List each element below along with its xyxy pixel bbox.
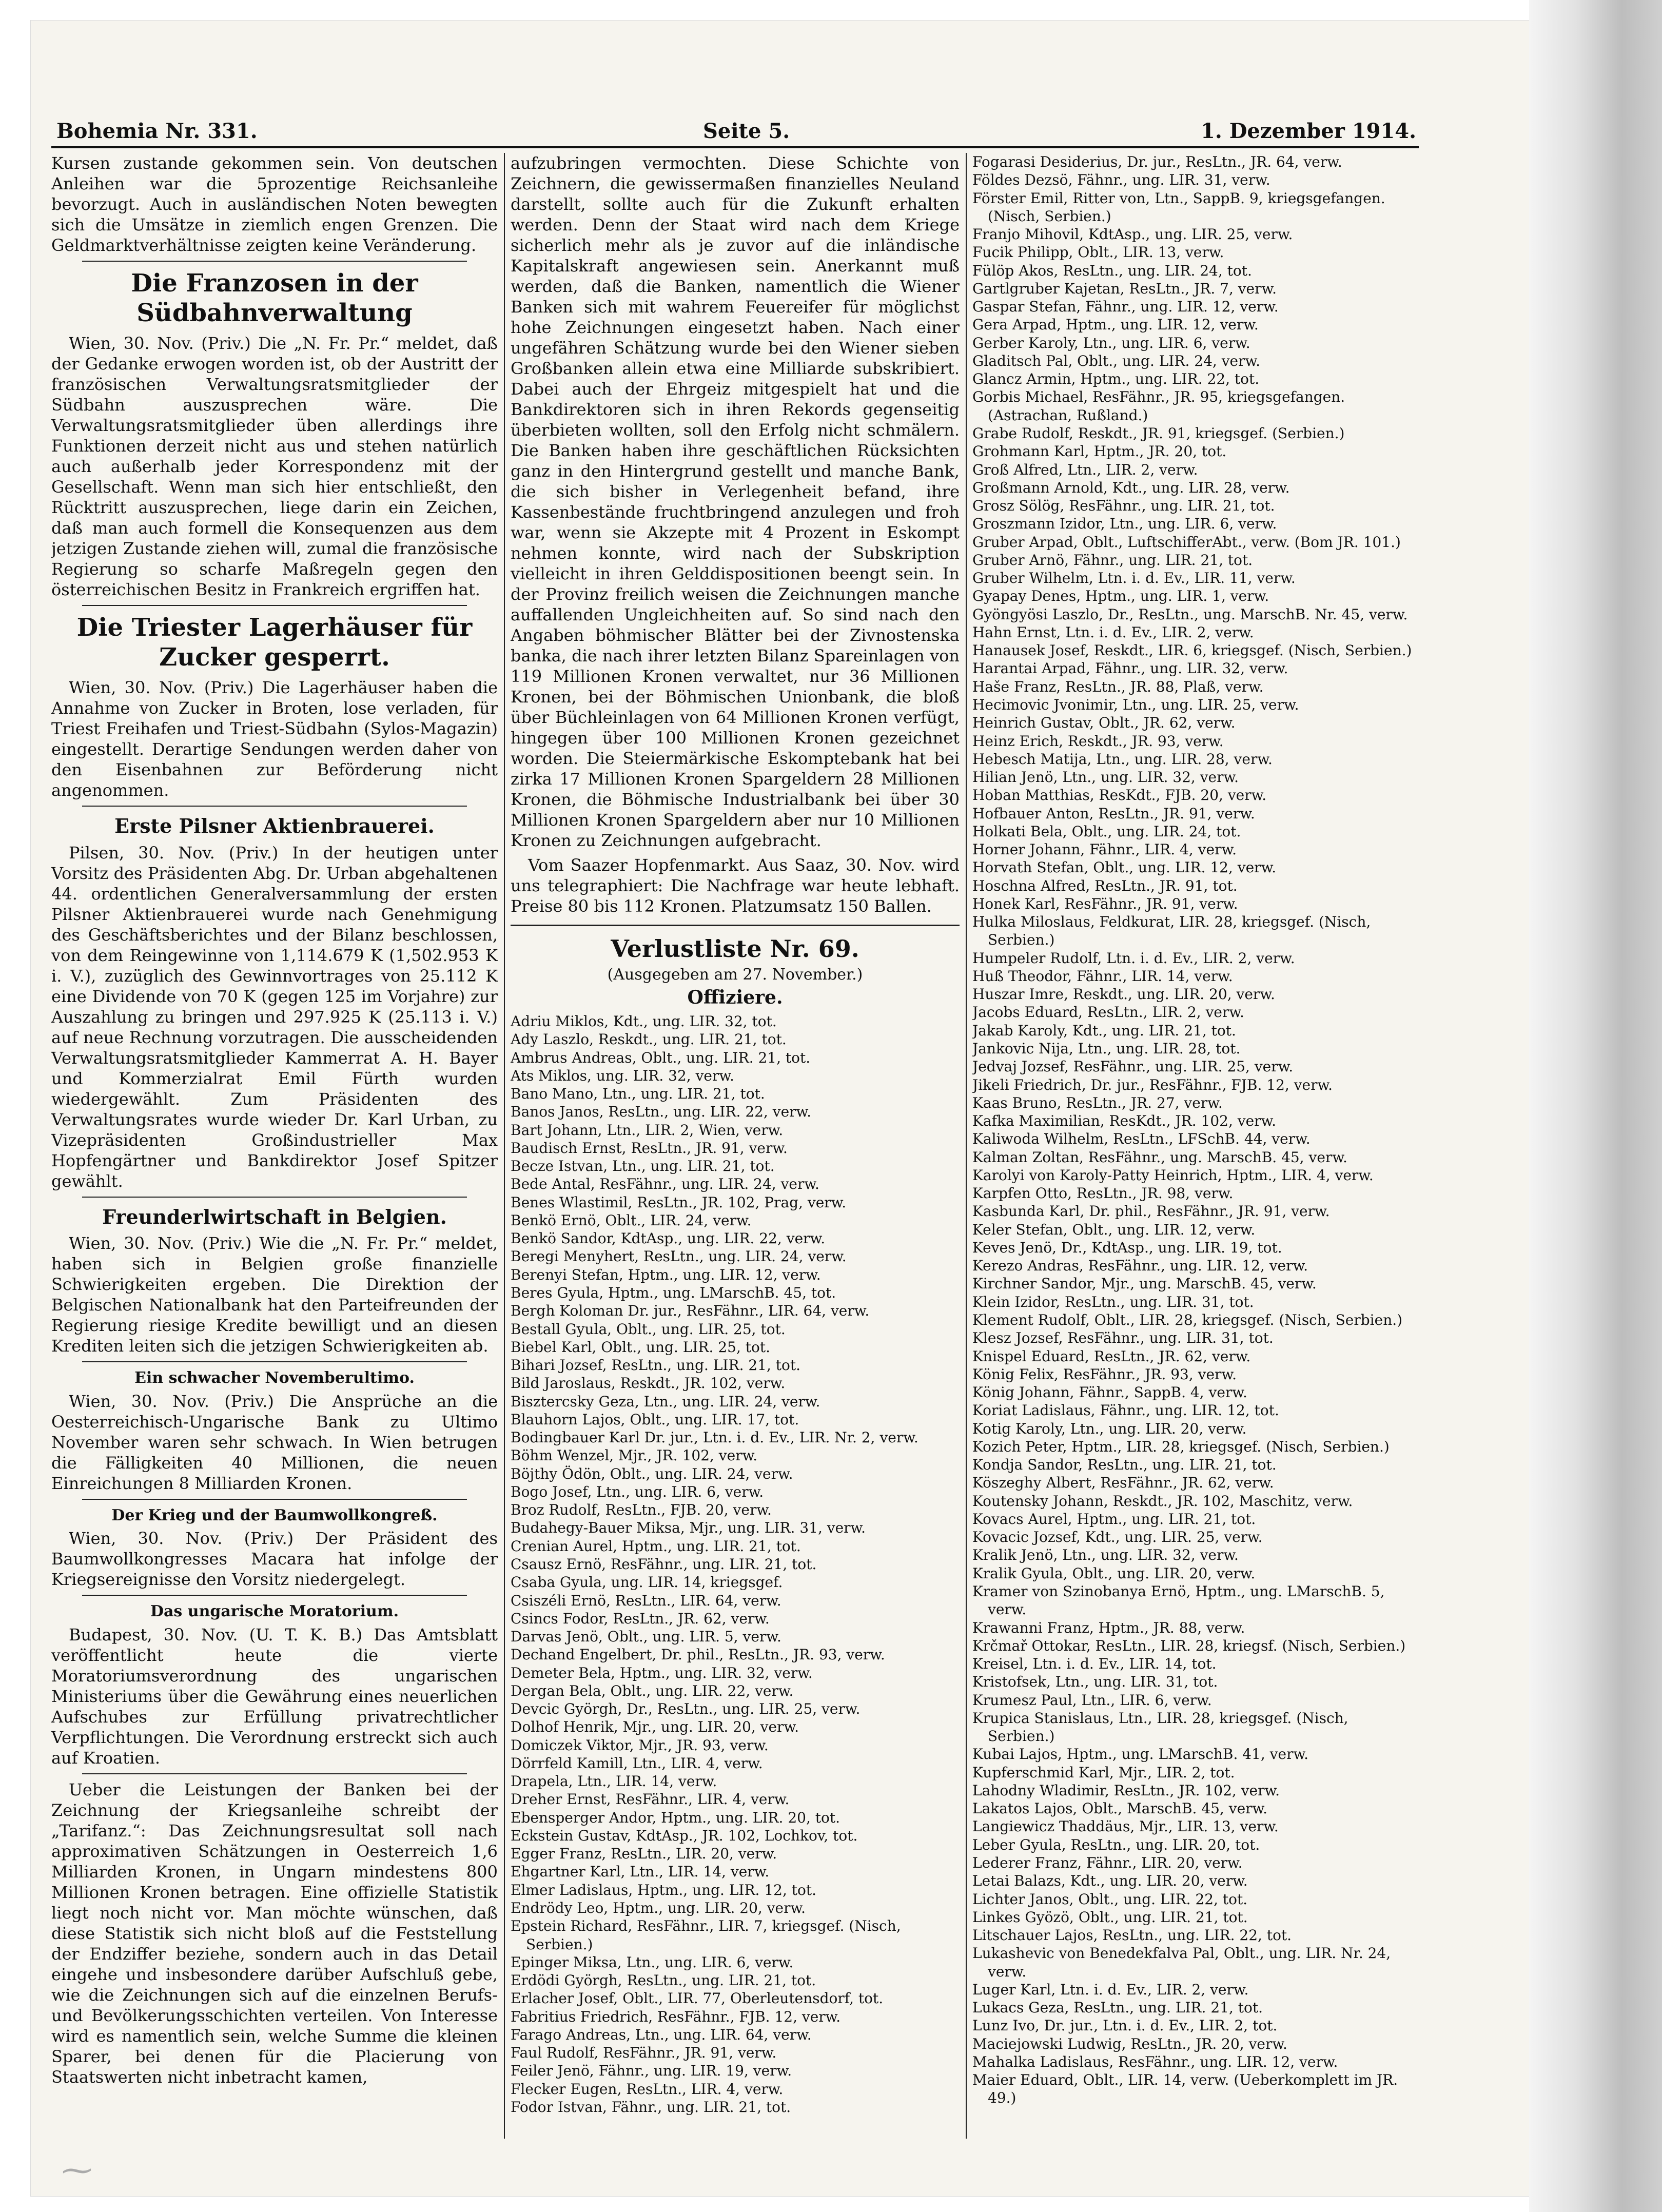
casualty-entry: Keler Stefan, Oblt., ung. LIR. 12, verw. bbox=[972, 1221, 1256, 1238]
casualty-entry: Faul Rudolf, ResFähnr., JR. 91, verw. bbox=[511, 2044, 777, 2062]
casualty-entries bbox=[972, 153, 1419, 2107]
casualty-entry: Hilian Jenö, Ltn., ung. LIR. 32, verw. bbox=[972, 769, 1239, 786]
casualty-entry: Bede Antal, ResFähnr., ung. LIR. 24, verw. bbox=[511, 1176, 819, 1193]
article-separator bbox=[82, 1773, 467, 1774]
casualty-entry: Keves Jenö, Dr., KdtAsp., ung. LIR. 19, tot. bbox=[972, 1239, 1282, 1256]
casualty-entry: Horner Johann, Fähnr., LIR. 4, verw. bbox=[972, 841, 1237, 858]
casualty-entry: Bergh Koloman Dr. jur., ResFähnr., LIR. 64, verw. bbox=[511, 1302, 870, 1320]
casualty-entry: Lunz Ivo, Dr. jur., Ltn. i. d. Ev., LIR. 2, tot. bbox=[972, 2017, 1278, 2034]
casualty-entry: Farago Andreas, Ltn., ung. LIR. 64, verw. bbox=[511, 2026, 812, 2043]
casualty-entry: Ats Miklos, ung. LIR. 32, verw. bbox=[511, 1067, 734, 1084]
casualty-entry: Holkati Bela, Oblt., ung. LIR. 24, tot. bbox=[972, 823, 1241, 840]
casualty-entry: Blauhorn Lajos, Oblt., ung. LIR. 17, tot. bbox=[511, 1411, 799, 1428]
casualty-entry: Franjo Mihovil, KdtAsp., ung. LIR. 25, verw. bbox=[972, 226, 1293, 243]
casualty-entry: Lukacs Geza, ResLtn., ung. LIR. 21, tot. bbox=[972, 1999, 1263, 2017]
casualty-entry: Gyapay Denes, Hptm., ung. LIR. 1, verw. bbox=[972, 588, 1269, 605]
casualty-entry: Heinrich Gustav, Oblt., JR. 62, verw. bbox=[972, 714, 1236, 732]
casualty-entry: Bisztercsky Geza, Ltn., ung. LIR. 24, verw. bbox=[511, 1393, 820, 1410]
casualty-entry: Humpeler Rudolf, Ltn. i. d. Ev., LIR. 2, verw. bbox=[972, 949, 1295, 967]
header-date: 1. Dezember 1914. bbox=[1201, 119, 1416, 143]
casualty-entry: Böhm Wenzel, Mjr., JR. 102, verw. bbox=[511, 1447, 758, 1464]
casualty-entry: Bihari Jozsef, ResLtn., ung. LIR. 21, tot. bbox=[511, 1357, 801, 1374]
column-3 bbox=[972, 153, 1419, 2144]
casualty-entry: Dörrfeld Kamill, Ltn., LIR. 4, verw. bbox=[511, 1754, 763, 1772]
casualty-entry: Jacobs Eduard, ResLtn., LIR. 2, verw. bbox=[972, 1004, 1244, 1021]
casualty-entry: Broz Rudolf, ResLtn., FJB. 20, verw. bbox=[511, 1501, 772, 1519]
casualty-entry: Karpfen Otto, ResLtn., JR. 98, verw. bbox=[972, 1185, 1234, 1202]
casualty-list-title: Verlustliste Nr. 69. bbox=[611, 935, 859, 963]
article-body: Wien, 30. Nov. (Priv.) Die Ansprüche an die Oesterreichisch-Ungarische Bank zu Ultimo November waren sehr schwach. In Wien betrugen die Fälligkeiten 40 Millionen, die neuen Einreichungen 8 Milliarden Kronen. bbox=[51, 1391, 498, 1493]
casualty-entry: Lukashevic von Benedekfalva Pal, Oblt., ung. LIR. Nr. 24, verw. bbox=[972, 1945, 1391, 1980]
casualty-entry: Fogarasi Desiderius, Dr. jur., ResLtn., JR. 64, verw. bbox=[972, 153, 1342, 170]
page-header bbox=[56, 118, 1416, 144]
casualty-entry: Csiszéli Ernö, ResLtn., LIR. 64, verw. bbox=[511, 1592, 781, 1609]
casualty-entry: Dolhof Henrik, Mjr., ung. LIR. 20, verw. bbox=[511, 1718, 799, 1736]
casualty-entry: Krawanni Franz, Hptm., JR. 88, verw. bbox=[972, 1619, 1245, 1636]
casualty-entry: Kaliwoda Wilhelm, ResLtn., LFSchB. 44, verw. bbox=[972, 1130, 1311, 1148]
casualty-entry: Feiler Jenö, Fähnr., ung. LIR. 19, verw. bbox=[511, 2062, 792, 2080]
casualty-entry: Domiczek Viktor, Mjr., JR. 93, verw. bbox=[511, 1736, 769, 1754]
casualty-entry: Beres Gyula, Hptm., ung. LMarschB. 45, tot. bbox=[511, 1284, 836, 1301]
article-headline: Die Franzosen in der Südbahnverwaltung bbox=[131, 269, 418, 327]
casualty-entry: Grabe Rudolf, Reskdt., JR. 91, kriegsgef. (Serbien.) bbox=[972, 424, 1345, 442]
casualty-entry: Jikeli Friedrich, Dr. jur., ResFähnr., FJB. 12, verw. bbox=[972, 1076, 1333, 1093]
casualty-entry: Bart Johann, Ltn., LIR. 2, Wien, verw. bbox=[511, 1121, 784, 1139]
casualty-entry: Bestall Gyula, Oblt., ung. LIR. 25, tot. bbox=[511, 1320, 786, 1338]
casualty-entry: Banos Janos, ResLtn., ung. LIR. 22, verw. bbox=[511, 1103, 812, 1121]
casualty-entry: Kubai Lajos, Hptm., ung. LMarschB. 41, verw. bbox=[972, 1746, 1308, 1763]
casualty-entry: Bogo Josef, Ltn., ung. LIR. 6, verw. bbox=[511, 1483, 764, 1500]
casualty-entry: Großmann Arnold, Kdt., ung. LIR. 28, verw. bbox=[972, 479, 1290, 496]
column-2 bbox=[511, 153, 960, 2144]
casualty-entry: Letai Balazs, Kdt., ung. LIR. 20, verw. bbox=[972, 1872, 1248, 1890]
casualty-entry: Grosz Sölög, ResFähnr., ung. LIR. 21, tot. bbox=[972, 497, 1275, 515]
casualty-entry: Jankovic Nija, Ltn., ung. LIR. 28, tot. bbox=[972, 1040, 1241, 1058]
casualty-entry: Mahalka Ladislaus, ResFähnr., ung. LIR. 12, verw. bbox=[972, 2053, 1338, 2070]
casualty-entry: Gartlgruber Kajetan, ResLtn., JR. 7, verw. bbox=[972, 280, 1277, 297]
column-divider bbox=[504, 153, 505, 2139]
casualty-entry: Ebensperger Andor, Hptm., ung. LIR. 20, tot. bbox=[511, 1809, 840, 1826]
casualty-entry: Eckstein Gustav, KdtAsp., JR. 102, Lochkov, tot. bbox=[511, 1827, 858, 1844]
casualty-entry: Budahegy-Bauer Miksa, Mjr., ung. LIR. 31, verw. bbox=[511, 1519, 866, 1537]
casualty-entry: Hofbauer Anton, ResLtn., JR. 91, verw. bbox=[972, 805, 1255, 822]
casualty-entry: Kasbunda Karl, Dr. phil., ResFähnr., JR. 91, verw. bbox=[972, 1203, 1330, 1220]
casualty-entry: Fucik Philipp, Oblt., LIR. 13, verw. bbox=[972, 244, 1224, 261]
casualty-entry: Kaas Bruno, ResLtn., JR. 27, verw. bbox=[972, 1094, 1223, 1111]
casualty-entry: Bodingbauer Karl Dr. jur., Ltn. i. d. Ev., LIR. Nr. 2, verw. bbox=[511, 1429, 918, 1446]
article-body: Ueber die Leistungen der Banken bei der Zeichnung der Kriegsanleihe schreibt der „Tarifanz.“: Das Zeichnungsresultat soll nach approximativen Schätzungen in Oesterreich 1,6 Milliarden Kronen, in Ungarn mindestens 800 Millionen Kronen betragen. Eine offizielle Statistik liegt noch nicht vor. Man möchte wünschen, daß diese Statistik sich nicht bloß auf die Feststellung der Endziffer beziehe, sondern auch in das Detail eingehe und insbesondere darüber Aufschluß gebe, wie die Zeichnungen sich auf die einzelnen Berufs- und Bevölkerungsschichten verteilen. Von Interesse wird es namentlich sein, welche Summe die kleinen Sparer, bei denen für die Placierung von Staatswerten nicht inbetracht kamen, bbox=[51, 1779, 498, 2087]
casualty-entry: Hecimovic Jvonimir, Ltn., ung. LIR. 25, verw. bbox=[972, 696, 1299, 713]
casualty-entry: Klement Rudolf, Oblt., LIR. 28, kriegsgef. (Nisch, Serbien.) bbox=[972, 1311, 1403, 1328]
casualty-entry: Lichter Janos, Oblt., ung. LIR. 22, tot. bbox=[972, 1890, 1248, 1908]
casualty-entry: Kristofsek, Ltn., ung. LIR. 31, tot. bbox=[972, 1673, 1218, 1691]
casualty-entry: Groß Alfred, Ltn., LIR. 2, verw. bbox=[972, 461, 1198, 478]
casualty-entry: Litschauer Lajos, ResLtn., ung. LIR. 22, tot. bbox=[972, 1927, 1292, 1944]
casualty-entry: Horvath Stefan, Oblt., ung. LIR. 12, verw. bbox=[972, 859, 1277, 876]
article-separator bbox=[82, 1197, 467, 1198]
article-separator bbox=[82, 605, 467, 606]
casualty-entry: Berenyi Stefan, Hptm., ung. LIR. 12, verw. bbox=[511, 1266, 821, 1283]
article-headline: Ein schwacher Novemberultimo. bbox=[134, 1369, 415, 1387]
casualty-entry: Kirchner Sandor, Mjr., ung. MarschB. 45, verw. bbox=[972, 1275, 1317, 1293]
article-continuation: aufzubringen vermochten. Diese Schichte von Zeichnern, die gewissermaßen finanzielles Neuland darstellt, sollte auch für die Zukunft erhalten werden. Denn der Staat wird nach dem Kriege sicherlich mehr als je zuvor auf die inländische Kapitalskraft angewiesen sein. Anerkannt muß werden, daß die Banken, namentlich die Wiener Banken sich mit wahrem Feuereifer für möglichst hohe Zeichnungen eingesetzt haben. Nach einer ungefähren Schätzung wurde bei den Wiener sieben Großbanken allein etwa eine Milliarde subskribiert. Dabei auch der Ehrgeiz mitgespielt hat und die Bankdirektoren sich in ihren Rekords gegenseitig überbieten wollten, soll den Erfolg nicht schmälern. Die Banken haben ihre geschäftlichen Rücksichten ganz in den Hintergrund gestellt und manche Bank, die sich bisher in Verlegenheit befand, ihre Kassenbestände fruchtbringend anzulegen und froh war, wenn sie Akzepte mit 4 Prozent in Eskompt nehmen konnte, wird nach der Subskription vielleicht in ihren Gelddispositionen beengt sein. In der Provinz freilich weisen die Zeichnungen manche auffallenden Ungleichheiten auf. So sind nach den Angaben böhmischer Blätter bei der Zivnostenska banka, die nach ihrer letzten Bilanz Spareinlagen von 119 Millionen Kronen verwaltet, nur 36 Millionen Kronen, bei der Böhmischen Unionbank, die bloß über Büchleinlagen von 64 Millionen Kronen verfügt, hingegen über 100 Millionen Kronen gezeichnet worden. Die Steiermärkische Eskomptebank hat bei zirka 17 Millionen Kronen Spargeldern 28 Millionen Kronen, die Böhmische Industrialbank bei über 30 Millionen Kronen Spargeldern aber nur 10 Millionen Kronen zu Zeichnungen aufgebracht. bbox=[511, 153, 960, 850]
casualty-entry: Ady Laszlo, Reskdt., ung. LIR. 21, tot. bbox=[511, 1031, 787, 1048]
casualty-entries bbox=[511, 1012, 960, 2116]
article-headline: Erste Pilsner Aktienbrauerei. bbox=[114, 814, 435, 838]
casualty-entry: Dreher Ernst, ResFähnr., LIR. 4, verw. bbox=[511, 1791, 790, 1808]
casualty-entry: Honek Karl, ResFähnr., JR. 91, verw. bbox=[972, 895, 1238, 912]
casualty-entry: Gerber Karoly, Ltn., ung. LIR. 6, verw. bbox=[972, 334, 1250, 351]
casualty-entry: Gera Arpad, Hptm., ung. LIR. 12, verw. bbox=[972, 316, 1259, 334]
article-separator bbox=[82, 1361, 467, 1362]
casualty-entry: Epstein Richard, ResFähnr., LIR. 7, kriegsgef. (Nisch, Serbien.) bbox=[511, 1917, 901, 1953]
casualty-entry: Bano Mano, Ltn., ung. LIR. 21, tot. bbox=[511, 1085, 765, 1103]
casualty-entry: Fodor Istvan, Fähnr., ung. LIR. 21, tot. bbox=[511, 2098, 791, 2116]
article-body: Budapest, 30. Nov. (U. T. K. B.) Das Amtsblatt veröffentlicht heute die vierte Moratoriumsverordnung des ungarischen Ministeriums über die Gewährung eines neuerlichen Aufschubes zur Erfüllung privatrechtlicher Verpflichtungen. Die Verordnung erstreckt sich auch auf Kroatien. bbox=[51, 1624, 498, 1768]
casualty-entry: König Felix, ResFähnr., JR. 93, verw. bbox=[972, 1365, 1237, 1383]
casualty-entry: Leber Gyula, ResLtn., ung. LIR. 20, tot. bbox=[972, 1836, 1260, 1853]
casualty-entry: Hanausek Josef, Reskdt., LIR. 6, kriegsgef. (Nisch, Serbien.) bbox=[972, 642, 1412, 659]
casualty-entry: Gorbis Michael, ResFähnr., JR. 95, kriegsgefangen. (Astrachan, Rußland.) bbox=[972, 388, 1345, 424]
handwritten-marking: ⁓ bbox=[62, 2152, 92, 2188]
casualty-entry: Grohmann Karl, Hptm., JR. 20, tot. bbox=[972, 443, 1227, 460]
casualty-entry: Maciejowski Ludwig, ResLtn., JR. 20, verw. bbox=[972, 2035, 1287, 2052]
casualty-entry: Földes Dezsö, Fähnr., ung. LIR. 31, verw. bbox=[972, 171, 1270, 189]
casualty-entry: Harantai Arpad, Fähnr., ung. LIR. 32, verw. bbox=[972, 660, 1288, 677]
casualty-entry: Beregi Menyhert, ResLtn., ung. LIR. 24, verw. bbox=[511, 1248, 847, 1265]
article-separator bbox=[82, 261, 467, 262]
casualty-entry: Kovacic Jozsef, Kdt., ung. LIR. 25, verw. bbox=[972, 1529, 1263, 1546]
casualty-entry: Gaspar Stefan, Fähnr., ung. LIR. 12, verw. bbox=[972, 298, 1279, 316]
article-body: Wien, 30. Nov. (Priv.) Wie die „N. Fr. Pr.“ meldet, haben sich in Belgien große finanzielle Schwierigkeiten ergeben. Die Direktion der Belgischen Nationalbank hat den Parteifreunden der Regierung riesige Kredite bewilligt und an diesen Krediten leiten sich die jetzigen Schwierigkeiten ab. bbox=[51, 1234, 498, 1356]
casualty-entry: Adriu Miklos, Kdt., ung. LIR. 32, tot. bbox=[511, 1013, 777, 1030]
casualty-entry: Gruber Wilhelm, Ltn. i. d. Ev., LIR. 11, verw. bbox=[972, 570, 1296, 587]
header-rule bbox=[51, 146, 1419, 148]
header-page-number: Seite 5. bbox=[703, 119, 790, 143]
casualty-entry: Hoban Matthias, ResKdt., FJB. 20, verw. bbox=[972, 787, 1267, 804]
casualty-entry: Luger Karl, Ltn. i. d. Ev., LIR. 2, verw. bbox=[972, 1981, 1249, 1998]
casualty-entry: Benkö Sandor, KdtAsp., ung. LIR. 22, verw. bbox=[511, 1230, 826, 1247]
casualty-entry: Förster Emil, Ritter von, Ltn., SappB. 9, kriegsgefangen. (Nisch, Serbien.) bbox=[972, 189, 1385, 225]
article-body: Wien, 30. Nov. (Priv.) Die Lagerhäuser haben die Annahme von Zucker in Broten, lose verladen, für Triest Freihafen und Triest-Südbahn (Sylos-Magazin) eingestellt. Derartige Sendungen werden daher von den Eisenbahnen zur Beförderung nicht angenommen. bbox=[51, 678, 498, 800]
casualty-entry: Kozich Peter, Hptm., LIR. 28, kriegsgef. (Nisch, Serbien.) bbox=[972, 1438, 1390, 1455]
casualty-entry: Jedvaj Jozsef, ResFähnr., ung. LIR. 25, verw. bbox=[972, 1058, 1294, 1075]
casualty-entry: Ehgartner Karl, Ltn., LIR. 14, verw. bbox=[511, 1863, 770, 1881]
column-divider bbox=[966, 153, 967, 2139]
casualty-entry: Dechand Engelbert, Dr. phil., ResLtn., JR. 93, verw. bbox=[511, 1646, 885, 1663]
casualty-entry: Becze Istvan, Ltn., ung. LIR. 21, tot. bbox=[511, 1158, 775, 1175]
article-separator bbox=[82, 806, 467, 807]
casualty-entry: Drapela, Ltn., LIR. 14, verw. bbox=[511, 1773, 717, 1790]
page-edge-shadow bbox=[1529, 0, 1662, 2212]
casualty-entry: Huß Theodor, Fähnr., LIR. 14, verw. bbox=[972, 967, 1233, 985]
casualty-entry: Huszar Imre, Reskdt., ung. LIR. 20, verw. bbox=[972, 986, 1275, 1003]
article-headline: Die Triester Lagerhäuser für Zucker gesperrt. bbox=[76, 613, 473, 672]
casualty-entry: Gruber Arnö, Fähnr., ung. LIR. 21, tot. bbox=[972, 551, 1253, 569]
casualty-entry: Hahn Ernst, Ltn. i. d. Ev., LIR. 2, verw. bbox=[972, 623, 1254, 641]
casualty-entry: Kralik Gyula, Oblt., ung. LIR. 20, verw. bbox=[972, 1564, 1256, 1582]
casualty-entry: Hebesch Matija, Ltn., ung. LIR. 28, verw. bbox=[972, 750, 1273, 768]
casualty-entry: Hulka Miloslaus, Feldkurat, LIR. 28, kriegsgef. (Nisch, Serbien.) bbox=[972, 913, 1371, 949]
casualty-entry: Kalman Zoltan, ResFähnr., ung. MarschB. 45, verw. bbox=[972, 1148, 1347, 1166]
casualty-entry: Klein Izidor, ResLtn., ung. LIR. 31, tot. bbox=[972, 1293, 1254, 1310]
casualty-entry: Csausz Ernö, ResFähnr., ung. LIR. 21, tot. bbox=[511, 1555, 817, 1573]
casualty-entry: Crenian Aurel, Hptm., ung. LIR. 21, tot. bbox=[511, 1537, 801, 1555]
article-body: Wien, 30. Nov. (Priv.) Der Präsident des Baumwollkongresses Macara hat infolge der Kriegsereignisse den Vorsitz niedergelegt. bbox=[51, 1529, 498, 1590]
casualty-list-section: Offiziere. bbox=[687, 987, 783, 1008]
casualty-entry: Darvas Jenö, Oblt., ung. LIR. 5, verw. bbox=[511, 1628, 781, 1646]
casualty-entry: Demeter Bela, Hptm., ung. LIR. 32, verw. bbox=[511, 1664, 813, 1681]
casualty-entry: Kotig Karoly, Ltn., ung. LIR. 20, verw. bbox=[972, 1420, 1247, 1437]
casualty-entry: Krčmař Ottokar, ResLtn., LIR. 28, kriegsf. (Nisch, Serbien.) bbox=[972, 1637, 1406, 1654]
casualty-entry: Jakab Karoly, Kdt., ung. LIR. 21, tot. bbox=[972, 1022, 1236, 1039]
casualty-entry: Erlacher Josef, Oblt., LIR. 77, Oberleutensdorf, tot. bbox=[511, 1990, 884, 2007]
casualty-entry: Kralik Jenö, Ltn., ung. LIR. 32, verw. bbox=[972, 1547, 1239, 1564]
casualty-entry: Epinger Miksa, Ltn., ung. LIR. 6, verw. bbox=[511, 1953, 794, 1971]
market-report: Vom Saazer Hopfenmarkt. Aus Saaz, 30. Nov. wird uns telegraphiert: Die Nachfrage war heute lebhaft. Preise 80 bis 112 Kronen. Platzumsatz 150 Ballen. bbox=[511, 855, 960, 916]
casualty-entry: Kerezo Andras, ResFähnr., ung. LIR. 12, verw. bbox=[972, 1257, 1308, 1275]
casualty-entry: Krupica Stanislaus, Ltn., LIR. 28, kriegsgef. (Nisch, Serbien.) bbox=[972, 1709, 1348, 1745]
article-headline: Der Krieg und der Baumwollkongreß. bbox=[111, 1506, 438, 1524]
casualty-entry: Koutensky Johann, Reskdt., JR. 102, Maschitz, verw. bbox=[972, 1492, 1353, 1510]
casualty-list-date: (Ausgegeben am 27. November.) bbox=[607, 965, 863, 984]
casualty-entry: Gladitsch Pal, Oblt., ung. LIR. 24, verw. bbox=[972, 352, 1261, 369]
article-headline: Das ungarische Moratorium. bbox=[150, 1602, 399, 1621]
casualty-entry: Koriat Ladislaus, Fähnr., ung. LIR. 12, tot. bbox=[972, 1402, 1279, 1419]
casualty-entry: Haše Franz, ResLtn., JR. 88, Plaß, verw. bbox=[972, 678, 1264, 695]
casualty-entry: Endrödy Leo, Hptm., ung. LIR. 20, verw. bbox=[511, 1900, 806, 1917]
casualty-entry: Fabritius Friedrich, ResFähnr., FJB. 12, verw. bbox=[511, 2008, 841, 2025]
header-paper-number: Bohemia Nr. 331. bbox=[56, 119, 258, 143]
casualty-entry: König Johann, Fähnr., SappB. 4, verw. bbox=[972, 1384, 1247, 1401]
casualty-entry: Egger Franz, ResLtn., LIR. 20, verw. bbox=[511, 1845, 777, 1863]
casualty-entry: Kupferschmid Karl, Mjr., LIR. 2, tot. bbox=[972, 1764, 1235, 1781]
casualty-entry: Fülöp Akos, ResLtn., ung. LIR. 24, tot. bbox=[972, 262, 1252, 279]
casualty-entry: Linkes Gyözö, Oblt., ung. LIR. 21, tot. bbox=[972, 1908, 1248, 1926]
casualty-entry: Baudisch Ernst, ResLtn., JR. 91, verw. bbox=[511, 1139, 788, 1157]
casualty-entry: Heinz Erich, Reskdt., JR. 93, verw. bbox=[972, 732, 1224, 750]
casualty-entry: Karolyi von Karoly-Patty Heinrich, Hptm., LIR. 4, verw. bbox=[972, 1166, 1374, 1184]
casualty-entry: Csaba Gyula, ung. LIR. 14, kriegsgef. bbox=[511, 1574, 783, 1591]
casualty-entry: Kreisel, Ltn. i. d. Ev., LIR. 14, tot. bbox=[972, 1655, 1217, 1673]
casualty-entry: Lahodny Wladimir, ResLtn., JR. 102, verw. bbox=[972, 1782, 1280, 1799]
casualty-entry: Bild Jaroslaus, Reskdt., JR. 102, verw. bbox=[511, 1375, 786, 1392]
casualty-entry: Glancz Armin, Hptm., ung. LIR. 22, tot. bbox=[972, 370, 1260, 388]
casualty-entry: Gruber Arpad, Oblt., LuftschifferAbt., verw. (Bom JR. 101.) bbox=[972, 533, 1401, 551]
casualty-entry: Elmer Ladislaus, Hptm., ung. LIR. 12, tot. bbox=[511, 1881, 817, 1898]
casualty-entry: Köszeghy Albert, ResFähnr., JR. 62, verw. bbox=[972, 1474, 1274, 1492]
casualty-entry: Kafka Maximilian, ResKdt., JR. 102, verw. bbox=[972, 1112, 1277, 1130]
casualty-entry: Kondja Sandor, ResLtn., ung. LIR. 21, tot. bbox=[972, 1456, 1277, 1474]
casualty-entry: Benes Wlastimil, ResLtn., JR. 102, Prag, verw. bbox=[511, 1193, 847, 1211]
casualty-entry: Lakatos Lajos, Oblt., MarschB. 45, verw. bbox=[972, 1800, 1268, 1817]
article-headline: Freunderlwirtschaft in Belgien. bbox=[102, 1205, 447, 1228]
casualty-entry: Hoschna Alfred, ResLtn., JR. 91, tot. bbox=[972, 877, 1238, 894]
casualty-entry: Ambrus Andreas, Oblt., ung. LIR. 21, tot. bbox=[511, 1049, 811, 1066]
article-separator bbox=[82, 1595, 467, 1596]
article-body: Pilsen, 30. Nov. (Priv.) In der heutigen unter Vorsitz des Präsidenten Abg. Dr. Urban abgehaltenen 44. ordentlichen Generalversammlung der ersten Pilsner Aktienbrauerei wurde nach Genehmigung des Geschäftsberichtes und der Bilanz beschlossen, von dem Reingewinne von 1,114.679 K (1,502.953 K i. V.), zuzüglich des Gewinnvortrages von 25.112 K eine Dividende von 70 K (gegen 125 im Vorjahre) zur Auszahlung zu bringen und 297.925 K (25.113 i. V.) auf neue Rechnung vorzutragen. Die ausscheidenden Verwaltungsratsmitglieder Kammerrat A. H. Bayer und Kommerzialrat Emil Fürth wurden wiedergewählt. Zum Präsidenten des Verwaltungsrates wurde wieder Dr. Karl Urban, zu Vizepräsidenten Großindustrieller Max Hopfengärtner und Bankdirektor Josef Spitzer gewählt. bbox=[51, 843, 498, 1191]
casualty-entry: Dergan Bela, Oblt., ung. LIR. 22, verw. bbox=[511, 1682, 794, 1699]
casualty-entry: Maier Eduard, Oblt., LIR. 14, verw. (Ueberkomplett im JR. 49.) bbox=[972, 2071, 1398, 2107]
casualty-entry: Kramer von Szinobanya Ernö, Hptm., ung. LMarschB. 5, verw. bbox=[972, 1582, 1385, 1618]
casualty-entry: Langiewicz Thaddäus, Mjr., LIR. 13, verw. bbox=[972, 1818, 1279, 1835]
column-1 bbox=[51, 153, 498, 2144]
article-body: Wien, 30. Nov. (Priv.) Die „N. Fr. Pr.“ meldet, daß der Gedanke erwogen worden ist, ob der Austritt der französischen Verwaltungsratsmitglieder der Südbahn auszusprechen wäre. Die Verwaltungsratsmitglieder üben allerdings ihre Funktionen derzeit nicht aus und stehen natürlich auch außerhalb jeder Korrespondenz mit der Gesellschaft. Wenn man sich hier entschließt, den Rücktritt auszusprechen, liege darin ein Zeichen, daß man auch formell die Konsequenzen aus dem jetzigen Zustande ziehen will, zumal die französische Regierung so scharfe Maßregeln gegen den österreichischen Besitz in Frankreich ergriffen hat. bbox=[51, 334, 498, 600]
article-continuation: Kursen zustande gekommen sein. Von deutschen Anleihen war die 5prozentige Reichsanleihe bevorzugt. Auch in ausländischen Noten bewegten sich die Umsätze in ziemlich engen Grenzen. Die Geldmarktverhältnisse zeigten keine Veränderung. bbox=[51, 153, 498, 255]
casualty-entry: Benkö Ernö, Oblt., LIR. 24, verw. bbox=[511, 1211, 752, 1229]
casualty-entry: Biebel Karl, Oblt., ung. LIR. 25, tot. bbox=[511, 1338, 771, 1356]
casualty-entry: Kovacs Aurel, Hptm., ung. LIR. 21, tot. bbox=[972, 1510, 1256, 1528]
article-separator bbox=[82, 1499, 467, 1500]
section-separator bbox=[511, 925, 960, 926]
casualty-entry: Devcic Györgh, Dr., ResLtn., ung. LIR. 25, verw. bbox=[511, 1700, 861, 1718]
casualty-entry: Erdödi Györgh, ResLtn., ung. LIR. 21, tot. bbox=[511, 1972, 816, 1989]
casualty-entry: Knispel Eduard, ResLtn., JR. 62, verw. bbox=[972, 1347, 1251, 1365]
casualty-entry: Klesz Jozsef, ResFähnr., ung. LIR. 31, tot. bbox=[972, 1329, 1274, 1347]
casualty-entry: Gyöngyösi Laszlo, Dr., ResLtn., ung. MarschB. Nr. 45, verw. bbox=[972, 605, 1408, 623]
casualty-entry: Krumesz Paul, Ltn., LIR. 6, verw. bbox=[972, 1691, 1212, 1709]
casualty-entry: Flecker Eugen, ResLtn., LIR. 4, verw. bbox=[511, 2080, 784, 2098]
casualty-entry: Lederer Franz, Fähnr., LIR. 20, verw. bbox=[972, 1854, 1243, 1871]
casualty-entry: Groszmann Izidor, Ltn., ung. LIR. 6, verw. bbox=[972, 515, 1277, 533]
casualty-entry: Böjthy Ödön, Oblt., ung. LIR. 24, verw. bbox=[511, 1465, 793, 1482]
casualty-entry: Csincs Fodor, ResLtn., JR. 62, verw. bbox=[511, 1610, 770, 1627]
